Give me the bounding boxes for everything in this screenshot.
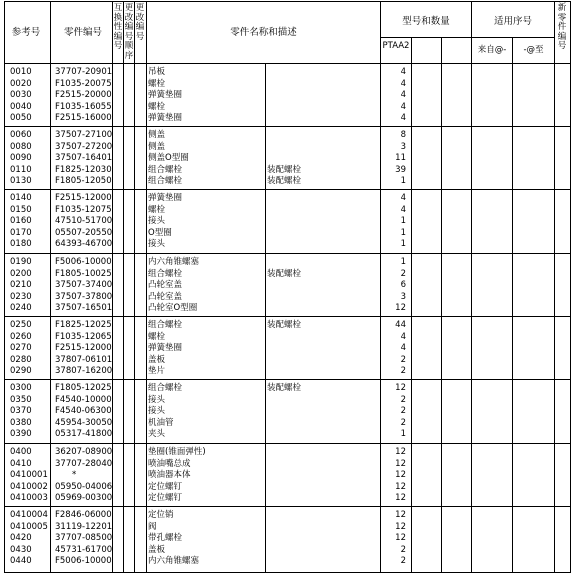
grid-line	[381, 37, 471, 38]
ref-no-cell: 0160	[10, 216, 32, 227]
part-no-cell: 37807-06101	[55, 354, 113, 365]
header-char: 编	[124, 22, 134, 33]
header-char: 号	[135, 31, 145, 42]
part-note-cell: 装配螺栓	[267, 320, 302, 330]
ref-no-cell: 0140	[10, 193, 32, 203]
ref-no-cell: 0020	[10, 78, 32, 89]
header-char: 号	[124, 31, 134, 42]
part-no-cell: 37507-27100	[55, 130, 113, 140]
quantity-cell: 1	[400, 429, 406, 440]
part-no-cell: F4540-06300	[55, 406, 112, 417]
part-name-cell: 弹簧垫圈	[148, 90, 183, 101]
grid-line	[380, 1, 381, 573]
grid-line	[146, 1, 147, 573]
grid-line	[4, 379, 570, 380]
ref-no-cell: 0300	[10, 383, 32, 393]
quantity-cell: 2	[400, 417, 406, 428]
header-char: 更	[135, 3, 145, 13]
ref-no-cell: 0370	[10, 406, 32, 417]
header-char: 号	[557, 41, 567, 52]
quantity-cell: 4	[400, 204, 406, 215]
ref-no-cell: 0350	[10, 394, 32, 405]
quantity-cell: 4	[400, 331, 406, 342]
header-change-no	[134, 4, 146, 42]
part-name-cell: 盖板	[148, 544, 166, 555]
part-no-cell: F1035-20075	[55, 78, 112, 89]
header-char: 编	[113, 31, 123, 42]
part-name-cell: 侧盖	[148, 141, 166, 152]
header-char: 换	[113, 12, 123, 23]
quantity-cell: 4	[400, 343, 406, 354]
ref-no-cell: 0410	[10, 458, 32, 469]
quantity-cell: 12	[395, 493, 406, 504]
ref-no-cell: 0430	[10, 544, 32, 555]
part-name-cell: 螺栓	[148, 204, 166, 215]
part-no-cell: 36207-08900	[55, 447, 113, 457]
part-note-cell: 装配螺栓	[267, 164, 302, 175]
ref-no-cell: 0410004	[10, 510, 48, 520]
part-name-cell: 吊板	[148, 67, 166, 77]
part-no-cell: 37707-20901	[55, 67, 113, 77]
ref-no-cell: 0040	[10, 101, 32, 112]
header-char: 号	[113, 41, 123, 52]
header-serial-from: 来自@-	[477, 45, 507, 55]
ref-no-cell: 0230	[10, 291, 32, 302]
part-no-cell: 37707-28040	[55, 458, 113, 469]
header-char: 性	[113, 22, 123, 33]
part-name-cell: 定位螺钉	[148, 481, 183, 492]
part-no-cell: F2515-12000	[55, 193, 112, 203]
quantity-cell: 12	[395, 303, 406, 314]
grid-line	[441, 37, 442, 572]
header-char: 改	[135, 12, 145, 23]
part-no-cell: 05317-41800	[55, 429, 113, 440]
header-char: 顺	[124, 41, 134, 52]
ref-no-cell: 0210	[10, 280, 32, 291]
part-note-cell: 装配螺栓	[267, 268, 302, 279]
part-no-cell: F1805-12025	[55, 383, 112, 393]
part-name-cell: 组合螺栓	[148, 164, 183, 175]
part-no-cell: *	[72, 470, 77, 481]
header-char: 互	[113, 3, 123, 13]
part-no-cell: 37507-37800	[55, 291, 113, 302]
part-name-cell: 定位销	[148, 510, 174, 520]
ref-no-cell: 0410003	[10, 493, 48, 504]
quantity-cell: 12	[395, 447, 406, 457]
quantity-cell: 4	[400, 78, 406, 89]
part-name-cell: O型圈	[148, 227, 172, 238]
part-no-cell: F2846-06000	[55, 510, 112, 520]
grid-line	[4, 506, 570, 507]
quantity-cell: 12	[395, 481, 406, 492]
header-char: 零	[557, 12, 567, 23]
part-name-cell: 螺栓	[148, 101, 166, 112]
grid-line	[4, 1, 5, 573]
grid-line	[554, 1, 555, 573]
ref-no-cell: 0260	[10, 331, 32, 342]
part-name-cell: 弹簧垫圈	[148, 343, 183, 354]
part-no-cell: 37507-16501	[55, 303, 113, 314]
part-name-cell: 机油管	[148, 417, 174, 428]
part-name-cell: 盖板	[148, 354, 166, 365]
part-name-cell: 螺栓	[148, 78, 166, 89]
quantity-cell: 12	[395, 533, 406, 544]
part-no-cell: F1035-12065	[55, 331, 112, 342]
quantity-cell: 8	[400, 130, 406, 140]
part-no-cell: 37707-08500	[55, 533, 113, 544]
ref-no-cell: 0110	[10, 164, 32, 175]
part-name-cell: 接头	[148, 406, 166, 417]
ref-no-cell: 0080	[10, 141, 32, 152]
quantity-cell: 1	[400, 216, 406, 227]
part-name-cell: 弹簧垫圈	[148, 193, 183, 203]
ref-no-cell: 0010	[10, 67, 32, 77]
quantity-cell: 44	[395, 320, 406, 330]
quantity-cell: 4	[400, 101, 406, 112]
header-ref-no: 参考号	[11, 27, 41, 38]
ref-no-cell: 0410005	[10, 521, 48, 532]
ref-no-cell: 0090	[10, 153, 32, 164]
quantity-cell: 1	[400, 257, 406, 267]
ref-no-cell: 0280	[10, 354, 32, 365]
part-name-cell: 内六角锥螺塞	[148, 556, 200, 567]
quantity-cell: 4	[400, 67, 406, 77]
part-name-cell: 侧盖O型圈	[148, 153, 189, 164]
quantity-cell: 12	[395, 383, 406, 393]
quantity-cell: 12	[395, 458, 406, 469]
grid-line	[134, 1, 135, 573]
grid-line	[472, 37, 554, 38]
header-char: 编	[557, 31, 567, 42]
part-no-cell: F2515-16000	[55, 113, 112, 124]
quantity-cell: 1	[400, 239, 406, 250]
part-name-cell: 夹头	[148, 429, 166, 440]
quantity-cell: 2	[400, 406, 406, 417]
part-name-cell: 组合螺栓	[148, 383, 183, 393]
part-name-cell: 组合螺栓	[148, 268, 183, 279]
ref-no-cell: 0030	[10, 90, 32, 101]
part-no-cell: 31119-12201	[55, 521, 113, 532]
ref-no-cell: 0180	[10, 239, 32, 250]
part-no-cell: F2515-20000	[55, 90, 112, 101]
header-char: 件	[557, 22, 567, 33]
header-new-part-no	[555, 4, 569, 52]
ref-no-cell: 0410002	[10, 481, 48, 492]
part-name-cell: 螺栓	[148, 331, 166, 342]
part-name-cell: 喷油器本体	[148, 470, 191, 481]
part-no-cell: F2515-12000	[55, 343, 112, 354]
grid-line	[112, 1, 113, 573]
part-name-cell: 接头	[148, 394, 166, 405]
ref-no-cell: 0440	[10, 556, 32, 567]
ref-no-cell: 0150	[10, 204, 32, 215]
part-name-cell: 弹簧垫圈	[148, 113, 183, 124]
part-no-cell: 45731-61700	[55, 544, 113, 555]
grid-line	[4, 253, 570, 254]
ref-no-cell: 0410001	[10, 470, 48, 481]
quantity-cell: 6	[400, 280, 406, 291]
grid-line	[411, 37, 412, 572]
grid-line	[4, 63, 570, 64]
ref-no-cell: 0130	[10, 176, 32, 187]
quantity-cell: 12	[395, 510, 406, 520]
part-name-cell: 侧盖	[148, 130, 166, 140]
quantity-cell: 3	[400, 291, 406, 302]
header-char: 编	[135, 22, 145, 33]
part-note-cell: 装配螺栓	[267, 383, 302, 393]
header-char: 改	[124, 12, 134, 23]
ref-no-cell: 0250	[10, 320, 32, 330]
part-no-cell: 05507-20550	[55, 227, 113, 238]
part-note-cell: 装配螺栓	[267, 176, 302, 187]
header-change-sequence	[124, 4, 134, 62]
part-no-cell: F1805-12050	[55, 176, 112, 187]
grid-line	[50, 1, 51, 573]
part-no-cell: F1825-12025	[55, 320, 112, 330]
part-name-cell: 凸轮室盖	[148, 291, 183, 302]
quantity-cell: 2	[400, 268, 406, 279]
header-interchange-no	[113, 4, 123, 52]
ref-no-cell: 0380	[10, 417, 32, 428]
quantity-cell: 4	[400, 113, 406, 124]
grid-line	[4, 126, 570, 127]
ref-no-cell: 0290	[10, 366, 32, 377]
quantity-cell: 3	[400, 141, 406, 152]
quantity-cell: 2	[400, 556, 406, 567]
quantity-cell: 4	[400, 193, 406, 203]
quantity-cell: 2	[400, 354, 406, 365]
header-part-no: 零件编号	[63, 27, 102, 38]
ref-no-cell: 0050	[10, 113, 32, 124]
grid-line	[4, 316, 570, 317]
quantity-cell: 2	[400, 544, 406, 555]
grid-line	[265, 63, 266, 572]
ref-no-cell: 0200	[10, 268, 32, 279]
part-name-cell: 接头	[148, 216, 166, 227]
part-name-cell: 组合螺栓	[148, 176, 183, 187]
part-no-cell: 45954-30050	[55, 417, 113, 428]
part-name-cell: 喷油嘴总成	[148, 458, 191, 469]
ref-no-cell: 0390	[10, 429, 32, 440]
quantity-cell: 11	[395, 153, 406, 164]
header-serial-to: -@至	[523, 45, 544, 55]
quantity-cell: 1	[400, 176, 406, 187]
ref-no-cell: 0400	[10, 447, 32, 457]
grid-line	[123, 1, 124, 573]
part-name-cell: 阀	[148, 521, 157, 532]
part-name-cell: 内六角锥螺塞	[148, 257, 200, 267]
quantity-cell: 2	[400, 366, 406, 377]
ref-no-cell: 0170	[10, 227, 32, 238]
part-no-cell: 37807-16200	[55, 366, 113, 377]
header-serial-range: 适用序号	[493, 16, 532, 27]
part-name-cell: 带孔螺栓	[148, 533, 183, 544]
ref-no-cell: 0190	[10, 257, 32, 267]
part-no-cell: 05950-04006	[55, 481, 113, 492]
header-model-quantity: 型号和数量	[402, 16, 450, 27]
part-no-cell: 47510-51700	[55, 216, 113, 227]
part-no-cell: F1035-12075	[55, 204, 112, 215]
quantity-cell: 12	[395, 470, 406, 481]
header-name-description: 零件名称和描述	[230, 27, 297, 38]
part-no-cell: F5006-10000	[55, 257, 112, 267]
part-name-cell: 垫片	[148, 366, 166, 377]
ref-no-cell: 0060	[10, 130, 32, 140]
quantity-cell: 1	[400, 227, 406, 238]
part-no-cell: 05969-00300	[55, 493, 113, 504]
ref-no-cell: 0240	[10, 303, 32, 314]
part-no-cell: F1035-16055	[55, 101, 112, 112]
grid-line	[4, 443, 570, 444]
header-char: 新	[557, 3, 567, 13]
quantity-cell: 2	[400, 394, 406, 405]
grid-line	[4, 572, 570, 573]
quantity-cell: 4	[400, 90, 406, 101]
ref-no-cell: 0420	[10, 533, 32, 544]
ref-no-cell: 0270	[10, 343, 32, 354]
part-name-cell: 垫圈(锥面弹性)	[148, 447, 206, 457]
part-name-cell: 组合螺栓	[148, 320, 183, 330]
part-no-cell: F1805-10025	[55, 268, 112, 279]
grid-line	[512, 37, 513, 572]
grid-line	[471, 1, 472, 573]
grid-line	[4, 189, 570, 190]
part-no-cell: 37507-27200	[55, 141, 113, 152]
part-name-cell: 凸轮室O型圈	[148, 303, 198, 314]
part-name-cell: 凸轮室盖	[148, 280, 183, 291]
part-name-cell: 定位螺钉	[148, 493, 183, 504]
part-no-cell: 37507-37400	[55, 280, 113, 291]
part-no-cell: 64393-46700	[55, 239, 113, 250]
part-name-cell: 接头	[148, 239, 166, 250]
header-char: 更	[124, 3, 134, 13]
quantity-cell: 39	[395, 164, 406, 175]
part-no-cell: 37507-16401	[55, 153, 113, 164]
part-no-cell: F5006-10000	[55, 556, 112, 567]
part-no-cell: F4540-10000	[55, 394, 112, 405]
header-model-code: PTAA2	[382, 41, 410, 51]
part-no-cell: F1825-12030	[55, 164, 112, 175]
quantity-cell: 12	[395, 521, 406, 532]
header-char: 序	[124, 50, 134, 61]
grid-line	[4, 1, 570, 2]
